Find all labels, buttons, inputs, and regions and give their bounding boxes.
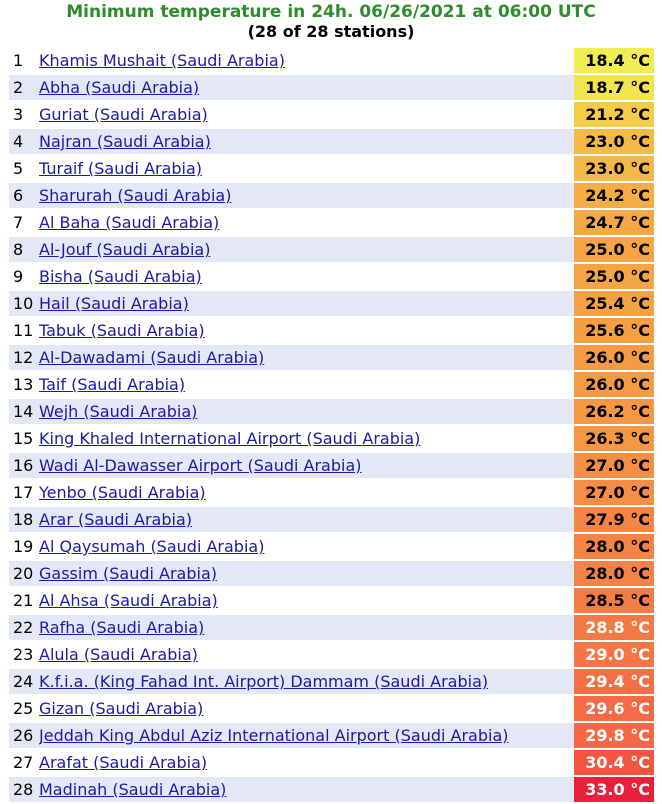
station-rank: 7 bbox=[9, 210, 39, 235]
station-name-cell bbox=[39, 426, 574, 451]
table-row bbox=[9, 777, 654, 802]
table-row bbox=[9, 318, 654, 343]
table-row bbox=[9, 210, 654, 235]
station-temperature: 25.0 °C bbox=[574, 237, 654, 262]
station-name-cell bbox=[39, 372, 574, 397]
station-temperature: 26.2 °C bbox=[574, 399, 654, 424]
station-name-cell bbox=[39, 129, 574, 154]
station-link[interactable]: Madinah (Saudi Arabia) bbox=[39, 780, 227, 799]
station-name-cell bbox=[39, 723, 574, 748]
table-row bbox=[9, 723, 654, 748]
table-row bbox=[9, 129, 654, 154]
station-temperature: 23.0 °C bbox=[574, 156, 654, 181]
table-row bbox=[9, 561, 654, 586]
station-rank: 4 bbox=[9, 129, 39, 154]
table-row bbox=[9, 534, 654, 559]
station-name-cell bbox=[39, 642, 574, 667]
station-temperature: 28.5 °C bbox=[574, 588, 654, 613]
station-name-cell bbox=[39, 102, 574, 127]
station-link[interactable]: K.f.i.a. (King Fahad Int. Airport) Dammam (Saudi Arabia) bbox=[39, 672, 489, 691]
table-row bbox=[9, 669, 654, 694]
station-name-cell bbox=[39, 777, 574, 802]
station-temperature: 33.0 °C bbox=[574, 777, 654, 802]
station-rank: 24 bbox=[9, 669, 39, 694]
station-link[interactable]: Al-Dawadami (Saudi Arabia) bbox=[39, 348, 265, 367]
station-temperature: 27.0 °C bbox=[574, 480, 654, 505]
station-link[interactable]: Alula (Saudi Arabia) bbox=[39, 645, 198, 664]
station-rank: 26 bbox=[9, 723, 39, 748]
station-name-cell bbox=[39, 561, 574, 586]
station-name-cell bbox=[39, 669, 574, 694]
station-name-cell bbox=[39, 588, 574, 613]
station-temperature: 29.0 °C bbox=[574, 642, 654, 667]
station-name-cell bbox=[39, 156, 574, 181]
station-rank: 8 bbox=[9, 237, 39, 262]
station-name-cell bbox=[39, 399, 574, 424]
station-link[interactable]: Bisha (Saudi Arabia) bbox=[39, 267, 202, 286]
table-row bbox=[9, 156, 654, 181]
station-name-cell bbox=[39, 183, 574, 208]
station-rank: 27 bbox=[9, 750, 39, 775]
station-name-cell bbox=[39, 291, 574, 316]
station-rank: 19 bbox=[9, 534, 39, 559]
station-name-cell bbox=[39, 750, 574, 775]
station-link[interactable]: Rafha (Saudi Arabia) bbox=[39, 618, 205, 637]
station-rank: 18 bbox=[9, 507, 39, 532]
station-name-cell bbox=[39, 75, 574, 100]
station-link[interactable]: Gassim (Saudi Arabia) bbox=[39, 564, 217, 583]
table-row bbox=[9, 48, 654, 73]
station-link[interactable]: Tabuk (Saudi Arabia) bbox=[39, 321, 205, 340]
station-count: (28 of 28 stations) bbox=[247, 22, 415, 41]
station-rank: 23 bbox=[9, 642, 39, 667]
station-link[interactable]: Wejh (Saudi Arabia) bbox=[39, 402, 198, 421]
station-temperature: 29.8 °C bbox=[574, 723, 654, 748]
station-link[interactable]: Khamis Mushait (Saudi Arabia) bbox=[39, 51, 285, 70]
station-temperature: 25.0 °C bbox=[574, 264, 654, 289]
station-temperature: 25.4 °C bbox=[574, 291, 654, 316]
station-temperature: 26.0 °C bbox=[574, 345, 654, 370]
station-link[interactable]: Turaif (Saudi Arabia) bbox=[39, 159, 203, 178]
table-row bbox=[9, 588, 654, 613]
table-row bbox=[9, 750, 654, 775]
station-rank: 5 bbox=[9, 156, 39, 181]
station-rank: 9 bbox=[9, 264, 39, 289]
station-rank: 3 bbox=[9, 102, 39, 127]
station-temperature: 25.6 °C bbox=[574, 318, 654, 343]
station-name-cell bbox=[39, 237, 574, 262]
station-name-cell bbox=[39, 210, 574, 235]
station-temperature: 29.6 °C bbox=[574, 696, 654, 721]
station-link[interactable]: Al Baha (Saudi Arabia) bbox=[39, 213, 220, 232]
station-rank: 6 bbox=[9, 183, 39, 208]
station-name-cell bbox=[39, 507, 574, 532]
table-row bbox=[9, 453, 654, 478]
station-temperature: 27.0 °C bbox=[574, 453, 654, 478]
station-link[interactable]: Hail (Saudi Arabia) bbox=[39, 294, 189, 313]
station-name-cell bbox=[39, 480, 574, 505]
station-link[interactable]: King Khaled International Airport (Saudi Arabia) bbox=[39, 429, 421, 448]
station-name-cell bbox=[39, 264, 574, 289]
table-row bbox=[9, 102, 654, 127]
station-temperature: 28.8 °C bbox=[574, 615, 654, 640]
station-rank: 13 bbox=[9, 372, 39, 397]
station-temperature: 18.4 °C bbox=[574, 48, 654, 73]
table-row bbox=[9, 237, 654, 262]
station-name-cell bbox=[39, 615, 574, 640]
page-title: Minimum temperature in 24h. 06/26/2021 at 06:00 UTC bbox=[66, 2, 596, 22]
station-name-cell bbox=[39, 696, 574, 721]
table-row bbox=[9, 291, 654, 316]
page-header bbox=[0, 0, 662, 46]
station-temperature: 24.7 °C bbox=[574, 210, 654, 235]
station-rank: 11 bbox=[9, 318, 39, 343]
station-temperature: 28.0 °C bbox=[574, 561, 654, 586]
table-row bbox=[9, 345, 654, 370]
station-temperature: 18.7 °C bbox=[574, 75, 654, 100]
station-link[interactable]: Arafat (Saudi Arabia) bbox=[39, 753, 208, 772]
station-name-cell bbox=[39, 345, 574, 370]
station-rank: 14 bbox=[9, 399, 39, 424]
station-link[interactable]: Al-Jouf (Saudi Arabia) bbox=[39, 240, 211, 259]
station-temperature: 21.2 °C bbox=[574, 102, 654, 127]
station-rank: 21 bbox=[9, 588, 39, 613]
station-name-cell bbox=[39, 534, 574, 559]
table-row bbox=[9, 642, 654, 667]
table-row bbox=[9, 696, 654, 721]
station-temperature: 24.2 °C bbox=[574, 183, 654, 208]
station-rank: 25 bbox=[9, 696, 39, 721]
station-name-cell bbox=[39, 48, 574, 73]
station-rank: 17 bbox=[9, 480, 39, 505]
station-temperature: 26.0 °C bbox=[574, 372, 654, 397]
station-link[interactable]: Wadi Al-Dawasser Airport (Saudi Arabia) bbox=[39, 456, 362, 475]
station-link[interactable]: Jeddah King Abdul Aziz International Airport (Saudi Arabia) bbox=[39, 726, 509, 745]
station-link[interactable]: Sharurah (Saudi Arabia) bbox=[39, 186, 232, 205]
station-rank: 2 bbox=[9, 75, 39, 100]
table-row bbox=[9, 183, 654, 208]
station-link[interactable]: Guriat (Saudi Arabia) bbox=[39, 105, 208, 124]
station-link[interactable]: Najran (Saudi Arabia) bbox=[39, 132, 211, 151]
station-temperature: 27.9 °C bbox=[574, 507, 654, 532]
table-row bbox=[9, 75, 654, 100]
station-temperature: 23.0 °C bbox=[574, 129, 654, 154]
station-temperature: 30.4 °C bbox=[574, 750, 654, 775]
station-temperature: 26.3 °C bbox=[574, 426, 654, 451]
station-link[interactable]: Arar (Saudi Arabia) bbox=[39, 510, 192, 529]
station-temperature: 28.0 °C bbox=[574, 534, 654, 559]
station-rank: 10 bbox=[9, 291, 39, 316]
table-row bbox=[9, 264, 654, 289]
table-row bbox=[9, 372, 654, 397]
station-link[interactable]: Yenbo (Saudi Arabia) bbox=[39, 483, 206, 502]
station-link[interactable]: Abha (Saudi Arabia) bbox=[39, 78, 200, 97]
station-link[interactable]: Al Ahsa (Saudi Arabia) bbox=[39, 591, 218, 610]
stations-table bbox=[9, 46, 654, 804]
station-rank: 22 bbox=[9, 615, 39, 640]
station-rank: 15 bbox=[9, 426, 39, 451]
table-row bbox=[9, 615, 654, 640]
table-row bbox=[9, 480, 654, 505]
station-link[interactable]: Al Qaysumah (Saudi Arabia) bbox=[39, 537, 265, 556]
station-rank: 12 bbox=[9, 345, 39, 370]
station-link[interactable]: Taif (Saudi Arabia) bbox=[39, 375, 186, 394]
stations-table-body bbox=[9, 48, 654, 802]
table-row bbox=[9, 507, 654, 532]
table-row bbox=[9, 426, 654, 451]
station-rank: 20 bbox=[9, 561, 39, 586]
station-rank: 28 bbox=[9, 777, 39, 802]
table-row bbox=[9, 399, 654, 424]
station-rank: 16 bbox=[9, 453, 39, 478]
station-temperature: 29.4 °C bbox=[574, 669, 654, 694]
station-rank: 1 bbox=[9, 48, 39, 73]
station-name-cell bbox=[39, 453, 574, 478]
station-name-cell bbox=[39, 318, 574, 343]
station-link[interactable]: Gizan (Saudi Arabia) bbox=[39, 699, 204, 718]
